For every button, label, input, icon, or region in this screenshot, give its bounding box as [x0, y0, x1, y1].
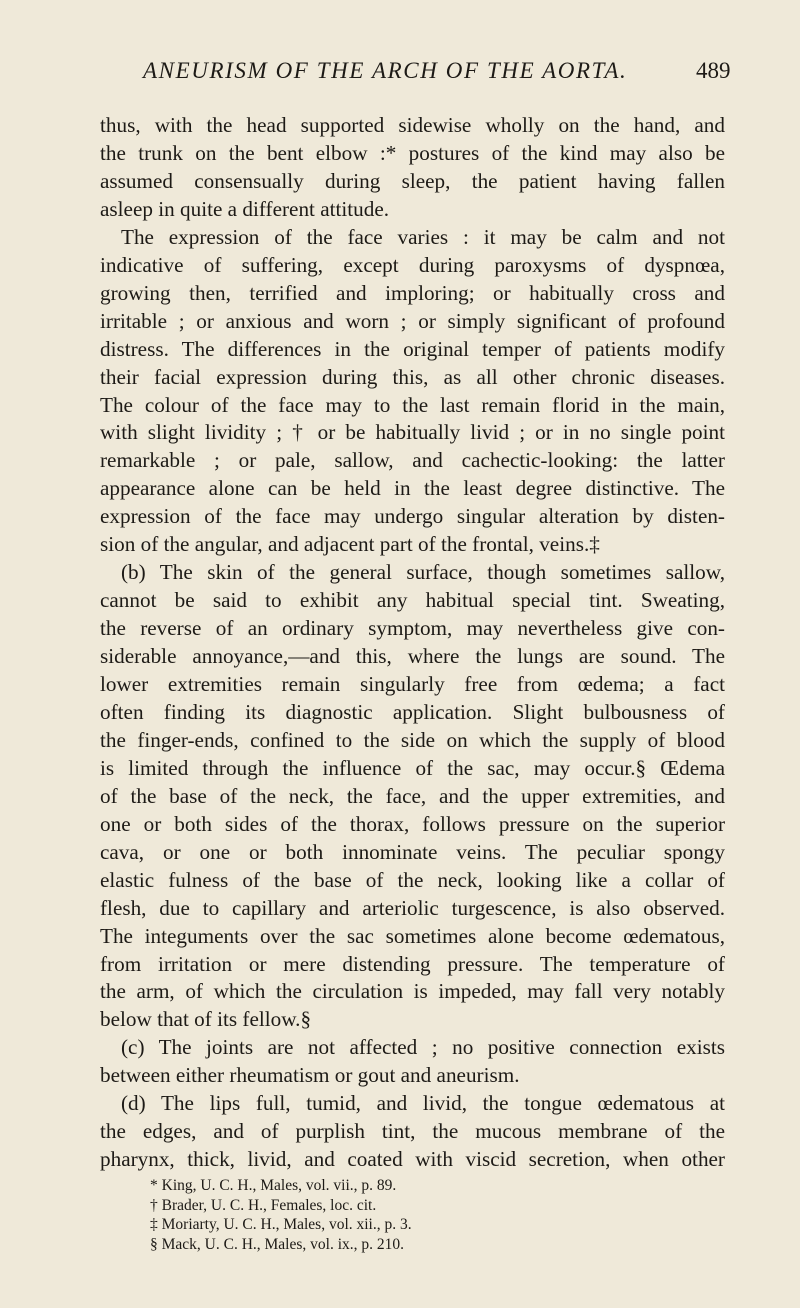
page-number: 489: [696, 58, 731, 83]
text-line: cannot be said to exhibit any habitual special tint. Sweating,: [100, 588, 725, 613]
text-line: the edges, and of purplish tint, the mucous membrane of the: [100, 1119, 725, 1144]
text-line: The integuments over the sac sometimes alone become œdematous,: [100, 923, 725, 948]
text-line: often finding its diagnostic application. Slight bulbousness of: [100, 699, 725, 724]
text-line: distress. The differences in the original temper of patients modify: [100, 336, 725, 361]
text-line: with slight lividity ; † or be habitually livid ; or in no single point: [100, 420, 725, 445]
text-line: their facial expression during this, as all other chronic diseases.: [100, 364, 725, 389]
text-line: below that of its fellow.§: [100, 1007, 312, 1032]
text-line: the reverse of an ordinary symptom, may nevertheless give con-: [100, 616, 725, 641]
text-line: flesh, due to capillary and arteriolic turgescence, is also observed.: [100, 895, 725, 920]
text-line: of the base of the neck, the face, and the upper extremities, and: [100, 783, 725, 808]
text-line: growing then, terrified and imploring; or habitually cross and: [100, 280, 725, 305]
text-line: siderable annoyance,—and this, where the lungs are sound. The: [100, 644, 725, 669]
text-line: the finger-ends, confined to the side on which the supply of blood: [100, 727, 725, 752]
text-line: is limited through the influence of the sac, may occur.§ Œdema: [100, 755, 725, 780]
text-line: thus, with the head supported sidewise wholly on the hand, and: [100, 113, 725, 137]
running-title: ANEURISM OF THE ARCH OF THE AORTA.: [143, 58, 628, 83]
text-line: between either rheumatism or gout and aneurism.: [100, 1063, 520, 1088]
footnote: § Mack, U. C. H., Males, vol. ix., p. 210.: [150, 1235, 405, 1253]
text-line: asleep in quite a different attitude.: [100, 196, 390, 221]
text-line: from irritation or mere distending pressure. The temperature of: [100, 951, 725, 976]
text-line: elastic fulness of the base of the neck, looking like a collar of: [100, 867, 725, 892]
text-line: pharynx, thick, livid, and coated with viscid secretion, when other: [100, 1147, 725, 1172]
running-head: [0, 58, 800, 94]
footnote: * King, U. C. H., Males, vol. vii., p. 89.: [150, 1177, 397, 1194]
text-line: (d) The lips full, tumid, and livid, the tongue œdematous at: [121, 1091, 725, 1116]
text-line: one or both sides of the thorax, follows pressure on the superior: [100, 811, 725, 836]
text-line: expression of the face may undergo singular alteration by disten-: [100, 504, 725, 529]
text-line: The colour of the face may to the last remain florid in the main,: [100, 392, 725, 417]
text-line: sion of the angular, and adjacent part of the frontal, veins.‡: [100, 532, 600, 557]
footnote: † Brader, U. C. H., Females, loc. cit.: [150, 1196, 377, 1214]
text-line: lower extremities remain singularly free from œdema; a fact: [100, 672, 725, 696]
text-line: cava, or one or both innominate veins. The peculiar spongy: [100, 839, 725, 864]
text-line: irritable ; or anxious and worn ; or simply significant of profound: [100, 308, 725, 333]
text-line: remarkable ; or pale, sallow, and cachectic-looking: the latter: [100, 448, 725, 473]
text-line: assumed consensually during sleep, the patient having fallen: [100, 168, 725, 193]
text-line: (c) The joints are not affected ; no positive connection exists: [121, 1035, 725, 1060]
footnote: ‡ Moriarty, U. C. H., Males, vol. xii., p. 3.: [150, 1216, 412, 1233]
text-line: the arm, of which the circulation is impeded, may fall very notably: [100, 979, 725, 1004]
text-line: appearance alone can be held in the least degree distinctive. The: [100, 476, 725, 501]
text-line: (b) The skin of the general surface, though sometimes sallow,: [121, 560, 725, 585]
text-line: The expression of the face varies : it may be calm and not: [121, 224, 725, 249]
text-line: the trunk on the bent elbow :* postures of the kind may also be: [100, 140, 725, 165]
text-line: indicative of suffering, except during paroxysms of dyspnœa,: [100, 252, 725, 277]
